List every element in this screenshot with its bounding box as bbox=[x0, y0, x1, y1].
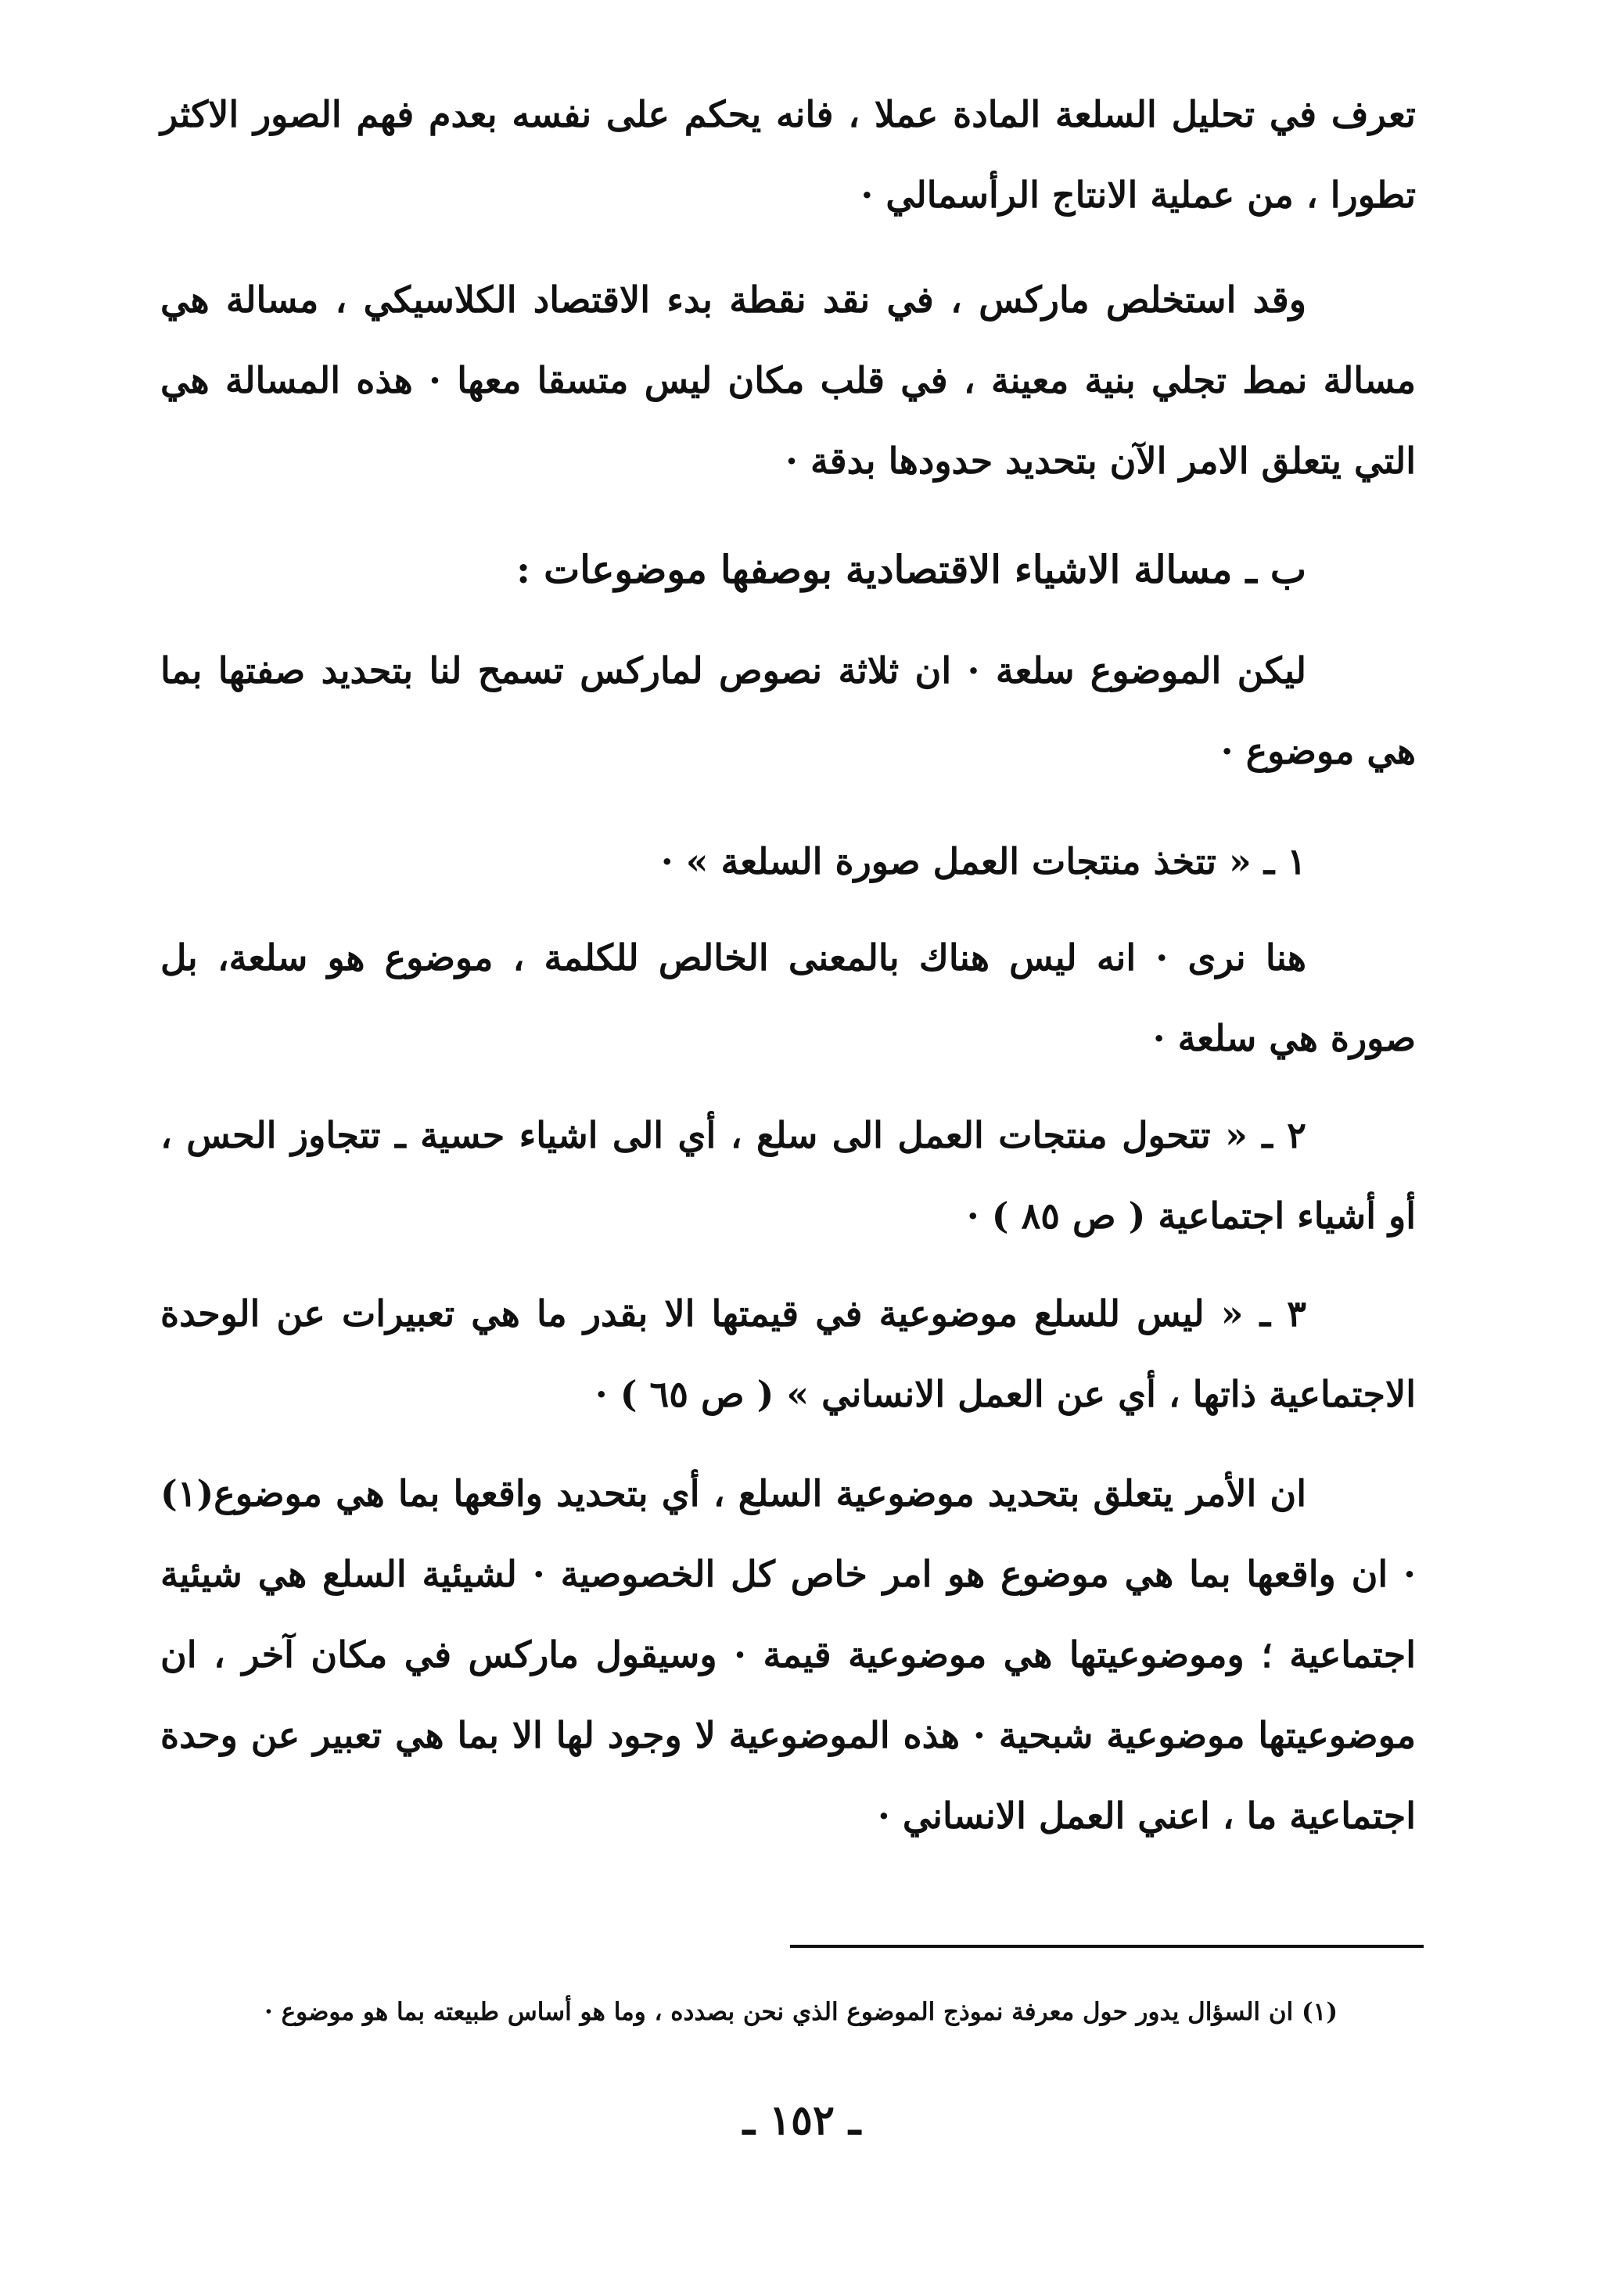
main-text-5 bbox=[160, 918, 1416, 1079]
footnote: (١) ان السؤال يدور حول معرفة نموذج الموضوع الذي نحن بصدده ، وما هو أساس طبيعته بما هو موضوع · bbox=[264, 1998, 1338, 2026]
main-text-8 bbox=[160, 1453, 1416, 1856]
paragraph-form-is-commodity: هنا نرى · انه ليس هناك بالمعنى الخالص للكلمة ، موضوع هو سلعة، بل صورة هي سلعة · bbox=[160, 936, 1416, 1059]
page-number: ـ ١٥٢ ـ bbox=[742, 2097, 861, 2144]
main-text-6 bbox=[160, 1095, 1416, 1256]
main-text-1 bbox=[160, 74, 1416, 235]
section-heading: ب ـ مسالة الاشياء الاقتصادية بوصفها موضوعات : bbox=[515, 547, 1306, 592]
main-text-4 bbox=[160, 821, 1416, 902]
section-heading-block bbox=[160, 531, 1416, 608]
quote-two: ٢ ـ « تتحول منتجات العمل الى سلع ، أي الى اشياء حسية ـ تتجاوز الحس ، أو أشياء اجتماعية ( ص ٨٥ ) · bbox=[160, 1114, 1416, 1237]
main-text-3 bbox=[160, 631, 1416, 792]
main-text-2 bbox=[160, 260, 1416, 501]
paragraph-object-commodity: ليكن الموضوع سلعة · ان ثلاثة نصوص لماركس تسمح لنا بتحديد صفتها بما هي موضوع · bbox=[160, 649, 1416, 772]
paragraph-classical-economy: وقد استخلص ماركس ، في نقد نقطة بدء الاقتصاد الكلاسيكي ، مسالة هي مسالة نمط تجلي بنية معينة ، في قلب مكان ليس متسقا معها · هذه المسالة هي التي يتعلق الامر الآن بتحديد حدودها بدقة · bbox=[160, 278, 1416, 482]
paragraph-continuation: تعرف في تحليل السلعة المادة عملا ، فانه يحكم على نفسه بعدم فهم الصور الاكثر تطورا ، من عملية الانتاج الرأسمالي · bbox=[160, 93, 1416, 216]
footnote-separator bbox=[790, 1945, 1424, 1948]
paragraph-objectivity: ان الأمر يتعلق بتحديد موضوعية السلع ، أي بتحديد واقعها بما هي موضوع(١) · ان واقعها بما هي موضوع هو امر خاص كل الخصوصية · لشيئية السلع هي شيئية اجتماعية ؛ وموضوعيتها هي موضوعية قيمة · وسيقول ماركس في مكان آخر ، ان موضوعيتها موضوعية شبحية · هذه الموضوعية لا وجود لها الا بما هي تعبير عن وحدة اجتماعية ما ، اعني العمل الانساني · bbox=[160, 1472, 1416, 1837]
quote-one: ١ ـ « تتخذ منتجات العمل صورة السلعة » · bbox=[660, 840, 1306, 882]
quote-three: ٣ ـ « ليس للسلع موضوعية في قيمتها الا بقدر ما هي تعبيرات عن الوحدة الاجتماعية ذاتها ، أي عن العمل الانساني » ( ص ٦٥ ) · bbox=[160, 1292, 1416, 1415]
main-text-7 bbox=[160, 1274, 1416, 1435]
